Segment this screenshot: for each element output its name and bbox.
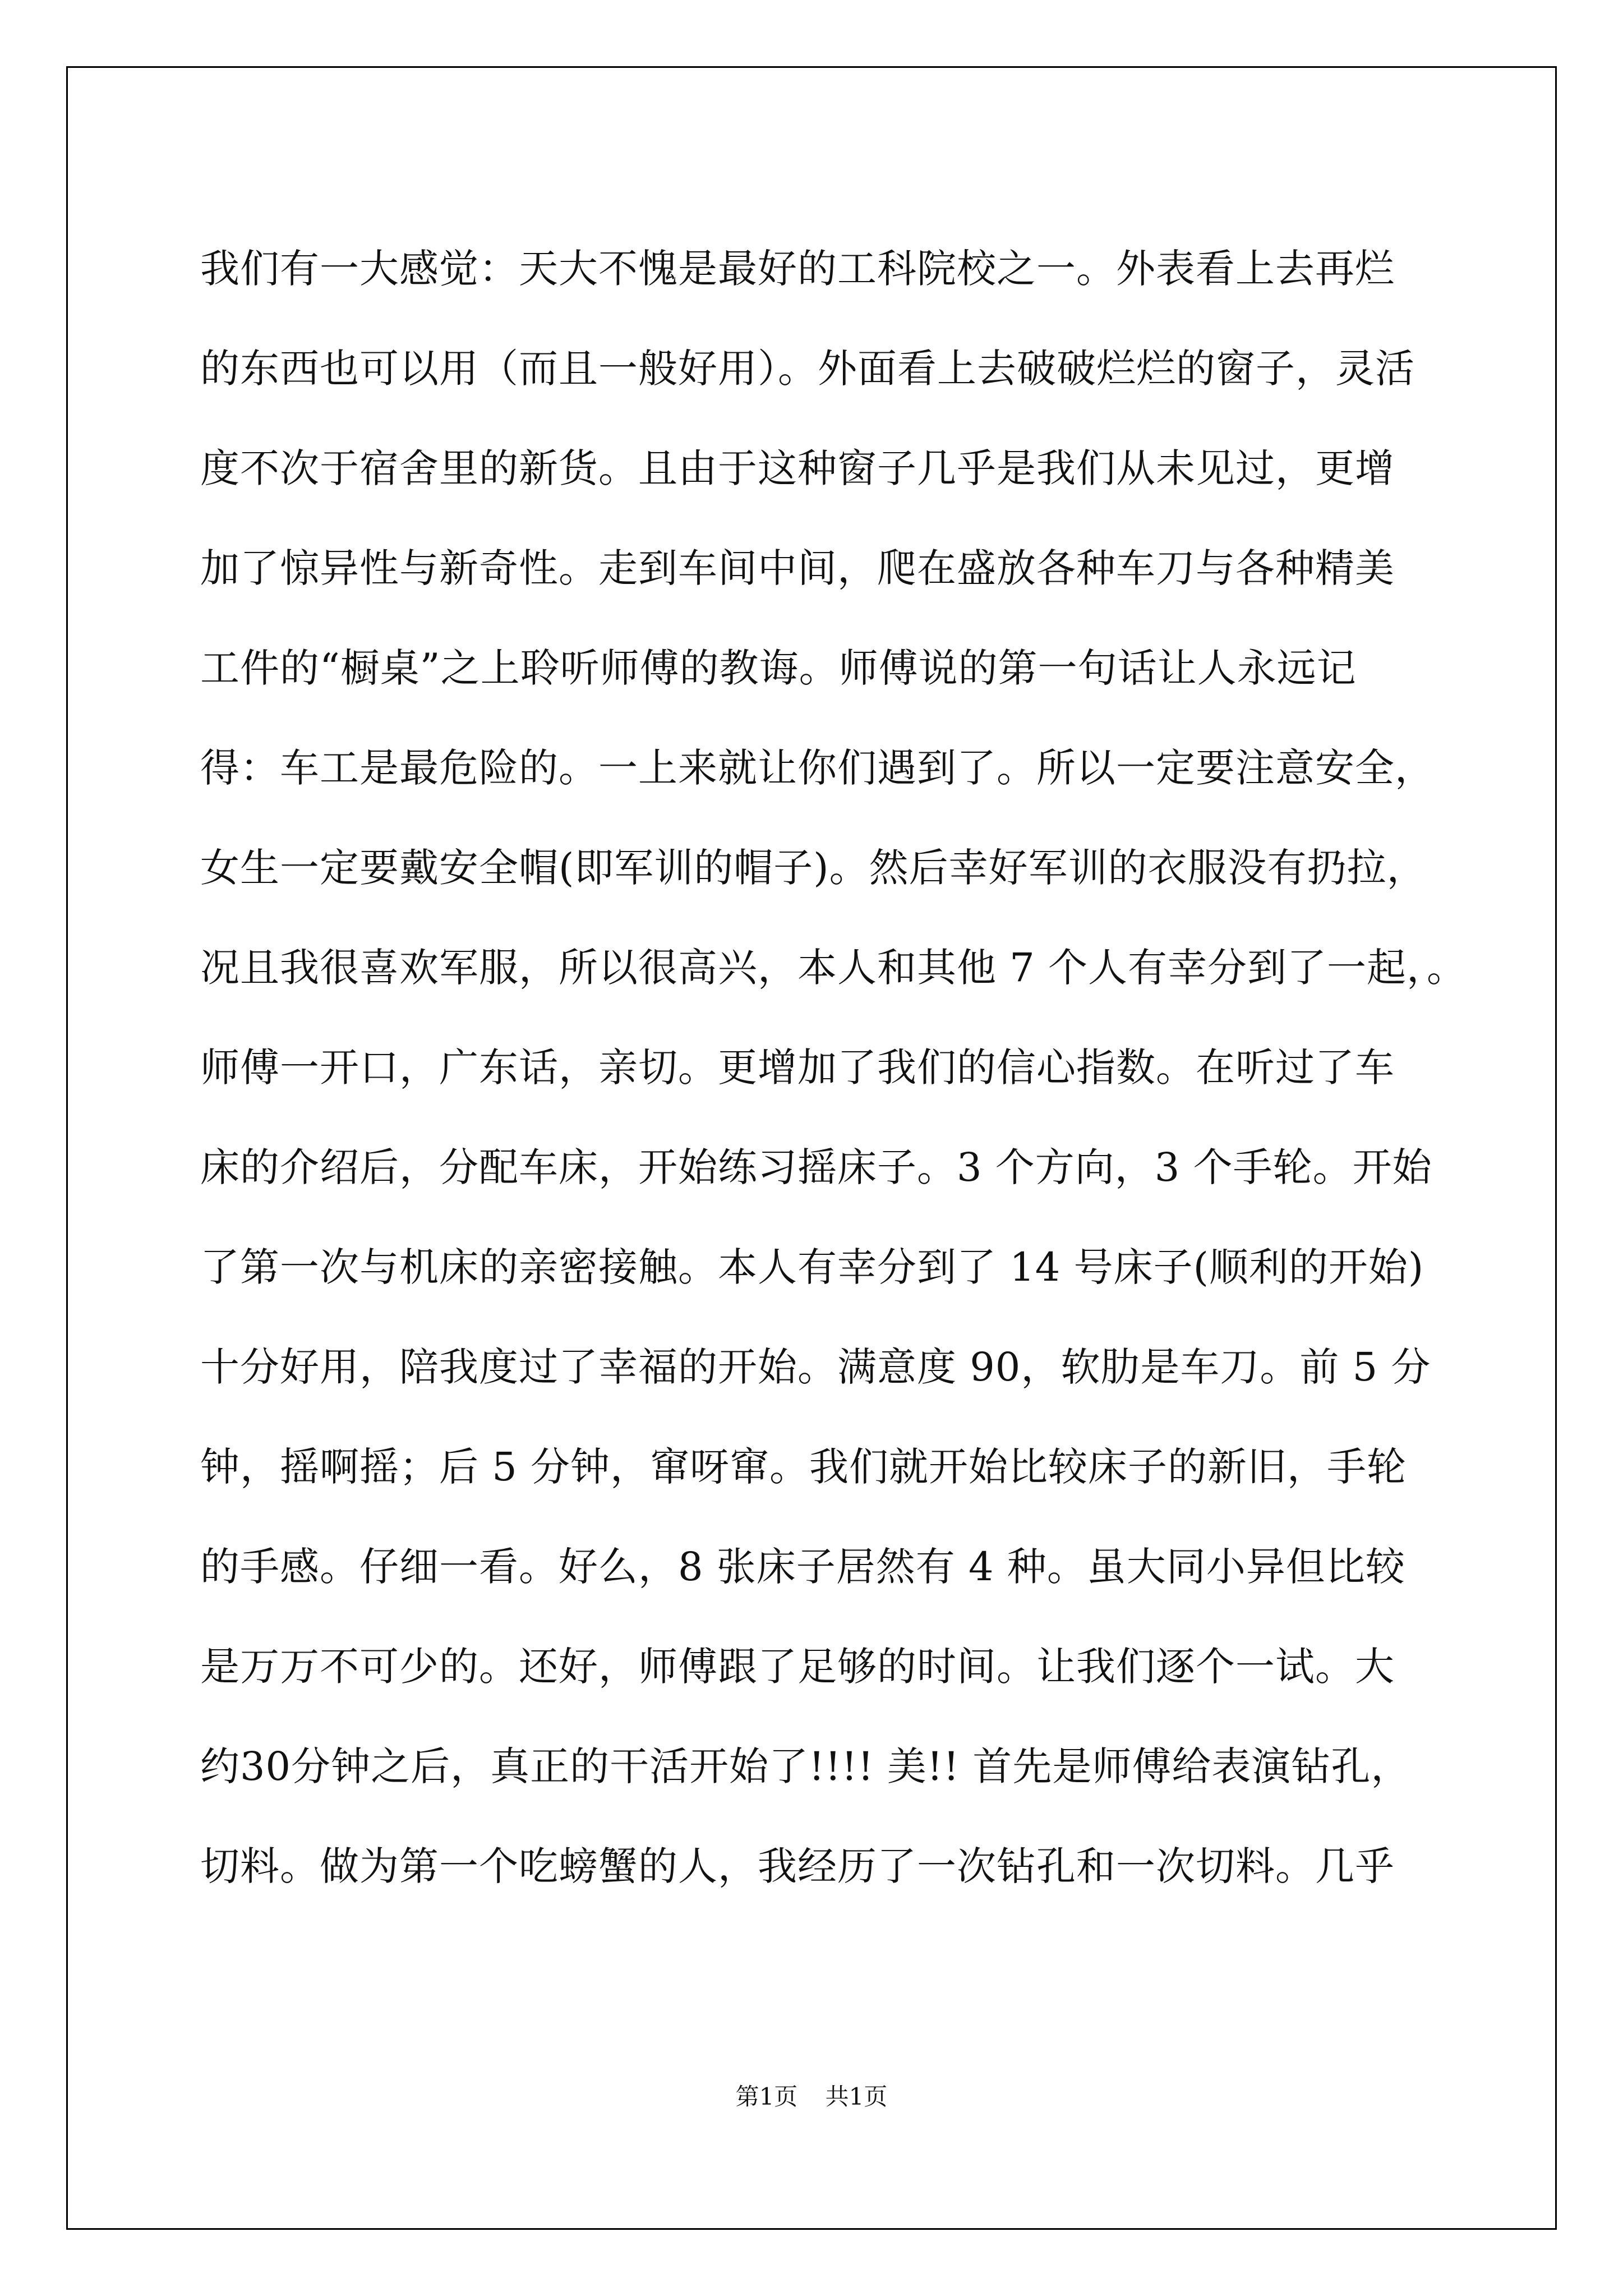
text-line: 我们有一大感觉：天大不愧是最好的工科院校之一。外表看上去再烂 — [200, 246, 1395, 292]
text-line: 得：车工是最危险的。一上来就让你们遇到了。所以一定要注意安全， — [200, 745, 1435, 791]
text-line: 度不次于宿舍里的新货。且由于这种窗子几乎是我们从未见过，更增 — [200, 445, 1395, 491]
text-line: 是万万不可少的。还好，师傅跟了足够的时间。让我们逐个一试。大 — [200, 1644, 1395, 1690]
text-line: 的东西也可以用（而且一般好用）。外面看上去破破烂烂的窗子，灵活 — [200, 346, 1415, 392]
text-line: 切料。做为第一个吃螃蟹的人，我经历了一次钻孔和一次切料。几乎 — [200, 1843, 1395, 1889]
text-line: 况且我很喜欢军服，所以很高兴，本人和其他 7 个人有幸分到了一起，。 — [200, 945, 1467, 991]
text-line: 女生一定要戴安全帽(即军训的帽子)。然后幸好军训的衣服没有扔拉， — [200, 845, 1427, 891]
text-line: 床的介绍后，分配车床，开始练习摇床子。3 个方向，3 个手轮。开始 — [200, 1144, 1432, 1190]
text-line: 了第一次与机床的亲密接触。本人有幸分到了 14 号床子(顺利的开始) — [200, 1244, 1424, 1290]
text-line: 的手感。仔细一看。好么，8 张床子居然有 4 种。虽大同小异但比较 — [200, 1544, 1405, 1590]
text-line: 十分好用，陪我度过了幸福的开始。满意度 90，软肋是车刀。前 5 分 — [200, 1344, 1431, 1390]
text-line: 工件的“橱桌”之上聆听师傅的教诲。师傅说的第一句话让人永远记 — [200, 645, 1357, 691]
text-line: 钟，摇啊摇；后 5 分钟，窜呀窜。我们就开始比较床子的新旧，手轮 — [200, 1444, 1407, 1490]
text-line: 师傅一开口，广东话，亲切。更增加了我们的信心指数。在听过了车 — [200, 1045, 1395, 1091]
page-footer — [0, 2078, 1623, 2112]
page-total: 共1页 — [825, 2083, 888, 2110]
document-body — [200, 219, 1467, 1916]
page-number: 第1页 — [735, 2083, 798, 2110]
text-line: 加了惊异性与新奇性。走到车间中间，爬在盛放各种车刀与各种精美 — [200, 545, 1395, 591]
text-line: 约30分钟之后，真正的干活开始了!!!! 美!! 首先是师傅给表演钻孔， — [200, 1743, 1411, 1789]
